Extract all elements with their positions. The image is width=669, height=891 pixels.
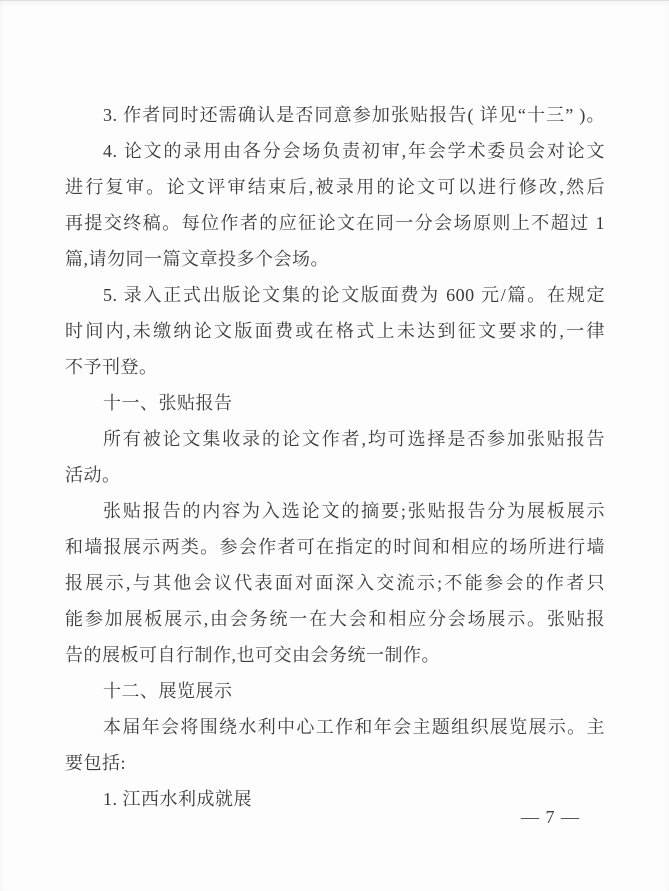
text-line: 时间内,未缴纳论文版面费或在格式上未达到征文要求的,一律 [65, 321, 605, 341]
text-line: 4. 论文的录用由各分会场负责初审,年会学术委员会对论文 [103, 141, 605, 161]
text-line: 再提交终稿。每位作者的应征论文在同一分会场原则上不超过 1 [65, 213, 605, 233]
text-line: 报展示,与其他会议代表面对面深入交流示;不能参会的作者只 [65, 573, 605, 593]
text-line: 张贴报告的内容为入选论文的摘要;张贴报告分为展板展示 [103, 501, 605, 521]
text-line: 能参加展板展示,由会务统一在大会和相应分会场展示。张贴报 [65, 609, 605, 629]
text-line: 和墙报展示两类。参会作者可在指定的时间和相应的场所进行墙 [65, 537, 605, 557]
text-line: 进行复审。论文评审结束后,被录用的论文可以进行修改,然后 [65, 177, 605, 197]
text-line: 活动。 [65, 465, 121, 485]
text-line: 本届年会将围绕水利中心工作和年会主题组织展览展示。主 [103, 717, 605, 737]
text-line: 所有被论文集收录的论文作者,均可选择是否参加张贴报告 [103, 429, 605, 449]
list-item-1: 1. 江西水利成就展 [103, 789, 252, 809]
text-line: 篇,请勿同一篇文章投多个会场。 [65, 249, 329, 269]
text-line: 要包括: [65, 753, 127, 773]
page-number: — 7 — [521, 807, 580, 827]
text-line: 3. 作者同时还需确认是否同意参加张贴报告( 详见“十三” )。 [103, 105, 605, 125]
document-body [65, 97, 605, 817]
text-line: 告的展板可自行制作,也可交由会务统一制作。 [65, 645, 440, 665]
section-heading-11: 十一、张贴报告 [103, 393, 233, 413]
text-line: 5. 录入正式出版论文集的论文版面费为 600 元/篇。在规定 [103, 285, 605, 305]
section-heading-12: 十二、展览展示 [103, 681, 233, 701]
text-line: 不予刊登。 [65, 357, 158, 377]
